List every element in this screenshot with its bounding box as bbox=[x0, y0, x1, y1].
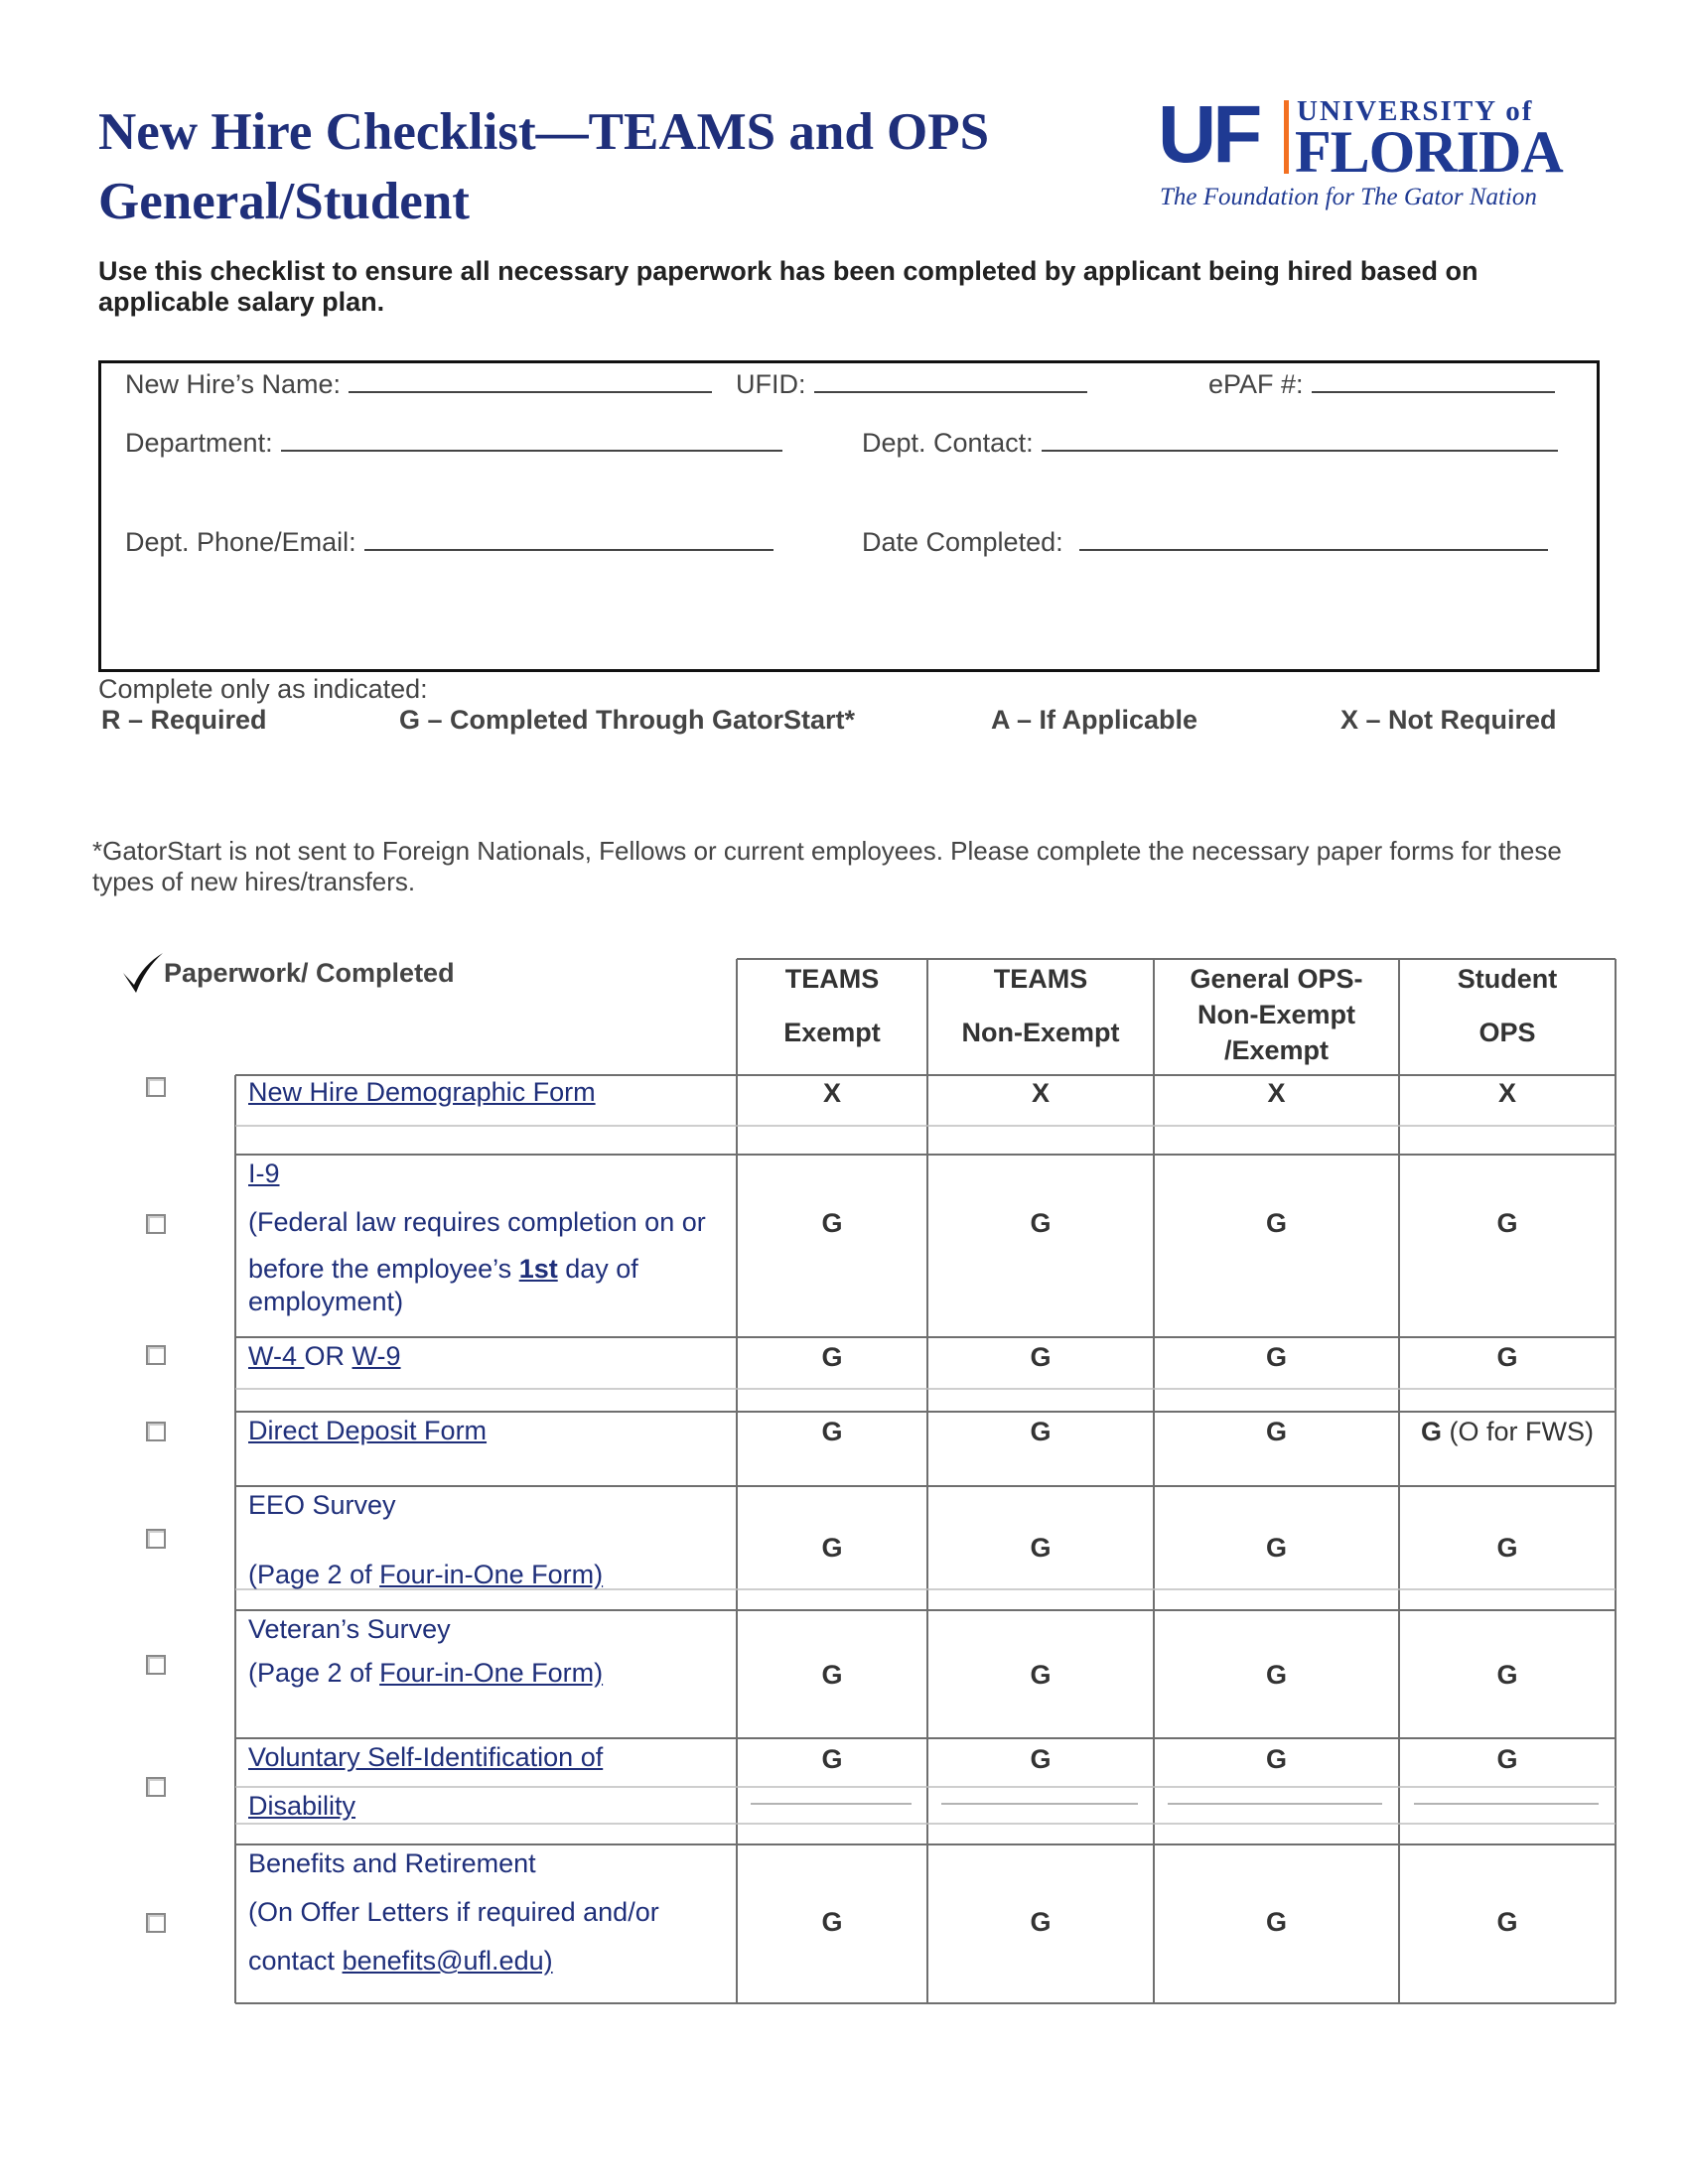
logo-tagline: The Foundation for The Gator Nation bbox=[1160, 184, 1537, 210]
eeo-survey-label: EEO Survey bbox=[248, 1490, 396, 1520]
w4-link[interactable]: W-4 bbox=[248, 1341, 305, 1371]
table-cell: G bbox=[1265, 1417, 1287, 1446]
i9-note-text: day of bbox=[557, 1254, 638, 1284]
column-header-student-ops bbox=[1399, 961, 1616, 1050]
veterans-survey-label: Veteran’s Survey bbox=[248, 1614, 451, 1644]
checkbox-benefits-retirement[interactable] bbox=[146, 1913, 166, 1933]
table-cell: G bbox=[1265, 1660, 1287, 1690]
table-cell: X bbox=[822, 1078, 841, 1108]
table-cell: G bbox=[1496, 1907, 1518, 1937]
column-header-line: Student bbox=[1457, 964, 1558, 994]
row-label-i9 bbox=[248, 1158, 706, 1318]
dept-contact-label: Dept. Contact: bbox=[862, 428, 1034, 458]
table-cell bbox=[1399, 1417, 1616, 1447]
table-cell: G bbox=[1030, 1907, 1052, 1937]
benefits-note-line-1: (On Offer Letters if required and/or bbox=[248, 1897, 659, 1927]
table-cell: X bbox=[1267, 1078, 1286, 1108]
title-line-2: General/Student bbox=[98, 173, 470, 230]
disability-link[interactable]: Disability bbox=[248, 1791, 356, 1821]
benefits-email-link[interactable]: benefits@ufl.edu) bbox=[342, 1946, 553, 1976]
checkbox-w4-w9[interactable] bbox=[146, 1345, 166, 1365]
column-header-line: /Exempt bbox=[1223, 1035, 1330, 1065]
checkbox-voluntary-self-identification[interactable] bbox=[146, 1777, 166, 1797]
table-cell: G bbox=[821, 1907, 843, 1937]
column-header-teams-exempt bbox=[737, 961, 927, 1050]
table-cell: G bbox=[821, 1342, 843, 1372]
column-header-line: General OPS- bbox=[1190, 964, 1363, 994]
i9-link[interactable]: I-9 bbox=[248, 1159, 280, 1188]
four-in-one-form-link[interactable]: Four-in-One Form) bbox=[379, 1658, 604, 1688]
table-cell: G bbox=[821, 1208, 843, 1238]
i9-note-first: 1st bbox=[518, 1254, 558, 1284]
table-cell: G bbox=[1265, 1907, 1287, 1937]
direct-deposit-student-value: G bbox=[1420, 1417, 1442, 1446]
checkbox-i9[interactable] bbox=[146, 1214, 166, 1234]
eeo-survey-note-text: (Page 2 of bbox=[248, 1560, 380, 1589]
dept-phone-label: Dept. Phone/Email: bbox=[125, 527, 356, 557]
legend-required: R – Required bbox=[101, 705, 267, 735]
table-cell: X bbox=[1497, 1078, 1516, 1108]
row-label-benefits-retirement bbox=[248, 1847, 659, 1978]
column-header-line: TEAMS bbox=[784, 964, 880, 994]
table-cell: X bbox=[1031, 1078, 1050, 1108]
logo-university-of: UNIVERSITY of bbox=[1297, 95, 1534, 127]
logo-florida: FLORIDA bbox=[1295, 119, 1563, 185]
title-line-1: New Hire Checklist—TEAMS and OPS bbox=[98, 103, 990, 161]
ufid-label: UFID: bbox=[736, 369, 806, 399]
checkbox-new-hire-demographic[interactable] bbox=[146, 1077, 166, 1097]
benefits-note-line-2 bbox=[248, 1945, 659, 1978]
benefits-retirement-label: Benefits and Retirement bbox=[248, 1848, 536, 1878]
direct-deposit-fws-note: (O for FWS) bbox=[1449, 1417, 1594, 1446]
table-cell: G bbox=[1496, 1744, 1518, 1774]
table-cell: G bbox=[1496, 1342, 1518, 1372]
paperwork-header: Paperwork/ Completed bbox=[164, 958, 455, 988]
veterans-survey-note bbox=[248, 1657, 603, 1690]
legend-gatorstart: G – Completed Through GatorStart* bbox=[399, 705, 856, 735]
department-label: Department: bbox=[125, 428, 273, 458]
new-hire-demographic-form-link[interactable]: New Hire Demographic Form bbox=[248, 1077, 596, 1107]
epaf-label: ePAF #: bbox=[1208, 369, 1304, 399]
table-cell: G bbox=[1030, 1417, 1052, 1446]
new-hire-name-label: New Hire’s Name: bbox=[125, 369, 342, 399]
gatorstart-note: *GatorStart is not sent to Foreign Nationals, Fellows or current employees. Please complete the necessary paper forms for these types of new hires/transfers. bbox=[92, 836, 1562, 896]
checkbox-direct-deposit[interactable] bbox=[146, 1422, 166, 1441]
column-header-line: Non-Exempt bbox=[1196, 1000, 1355, 1029]
i9-note-line-2 bbox=[248, 1253, 706, 1286]
table-cell: G bbox=[1265, 1533, 1287, 1563]
table-cell: G bbox=[1496, 1533, 1518, 1563]
table-cell: G bbox=[1030, 1744, 1052, 1774]
four-in-one-form-link[interactable]: Four-in-One Form) bbox=[379, 1560, 604, 1589]
row-label-direct-deposit bbox=[248, 1415, 487, 1447]
veterans-survey-note-text: (Page 2 of bbox=[248, 1658, 380, 1688]
table-cell: G bbox=[821, 1417, 843, 1446]
table-cell: G bbox=[1496, 1208, 1518, 1238]
table-cell: G bbox=[1265, 1208, 1287, 1238]
table-cell: G bbox=[1030, 1533, 1052, 1563]
row-label-w4-w9 bbox=[248, 1340, 401, 1373]
table-cell: G bbox=[1496, 1660, 1518, 1690]
benefits-note-text: contact bbox=[248, 1946, 343, 1976]
eeo-survey-note bbox=[248, 1559, 603, 1591]
column-header-line: TEAMS bbox=[993, 964, 1088, 994]
legend-if-applicable: A – If Applicable bbox=[991, 705, 1198, 735]
legend-not-required: X – Not Required bbox=[1340, 705, 1557, 735]
table-cell: G bbox=[821, 1744, 843, 1774]
row-label-veterans-survey bbox=[248, 1613, 603, 1690]
intro-text: Use this checklist to ensure all necessary paperwork has been completed by applicant being hired based on applicable salary plan. bbox=[98, 256, 1478, 317]
row-label-new-hire-demographic[interactable] bbox=[248, 1076, 596, 1109]
table-cell: G bbox=[1030, 1342, 1052, 1372]
table-cell: G bbox=[1265, 1342, 1287, 1372]
row-label-voluntary-self-identification bbox=[248, 1741, 603, 1823]
row-label-eeo-survey bbox=[248, 1489, 603, 1591]
column-header-line: Non-Exempt bbox=[961, 1018, 1120, 1047]
direct-deposit-form-link[interactable]: Direct Deposit Form bbox=[248, 1416, 488, 1445]
w9-link[interactable]: W-9 bbox=[352, 1341, 401, 1371]
table-cell: G bbox=[1265, 1744, 1287, 1774]
column-header-teams-non-exempt bbox=[927, 961, 1154, 1050]
i9-note-line-1: (Federal law requires completion on or bbox=[248, 1207, 706, 1237]
i9-note-text: before the employee’s bbox=[248, 1254, 519, 1284]
table-cell: G bbox=[1030, 1660, 1052, 1690]
table-cell: G bbox=[821, 1660, 843, 1690]
checkbox-eeo-survey[interactable] bbox=[146, 1529, 166, 1549]
w4-w9-or: OR bbox=[304, 1341, 352, 1371]
voluntary-self-identification-link[interactable]: Voluntary Self-Identification of bbox=[248, 1742, 604, 1772]
column-header-general-ops bbox=[1154, 961, 1399, 1068]
checkbox-veterans-survey[interactable] bbox=[146, 1655, 166, 1675]
date-completed-label: Date Completed: bbox=[862, 527, 1063, 557]
column-header-line: OPS bbox=[1478, 1018, 1536, 1047]
table-cell: G bbox=[1030, 1208, 1052, 1238]
i9-note-line-3: employment) bbox=[248, 1287, 404, 1316]
legend-heading: Complete only as indicated: bbox=[98, 674, 428, 704]
column-header-line: Exempt bbox=[783, 1018, 881, 1047]
table-cell: G bbox=[821, 1533, 843, 1563]
logo-uf-mark: UF bbox=[1158, 89, 1259, 180]
